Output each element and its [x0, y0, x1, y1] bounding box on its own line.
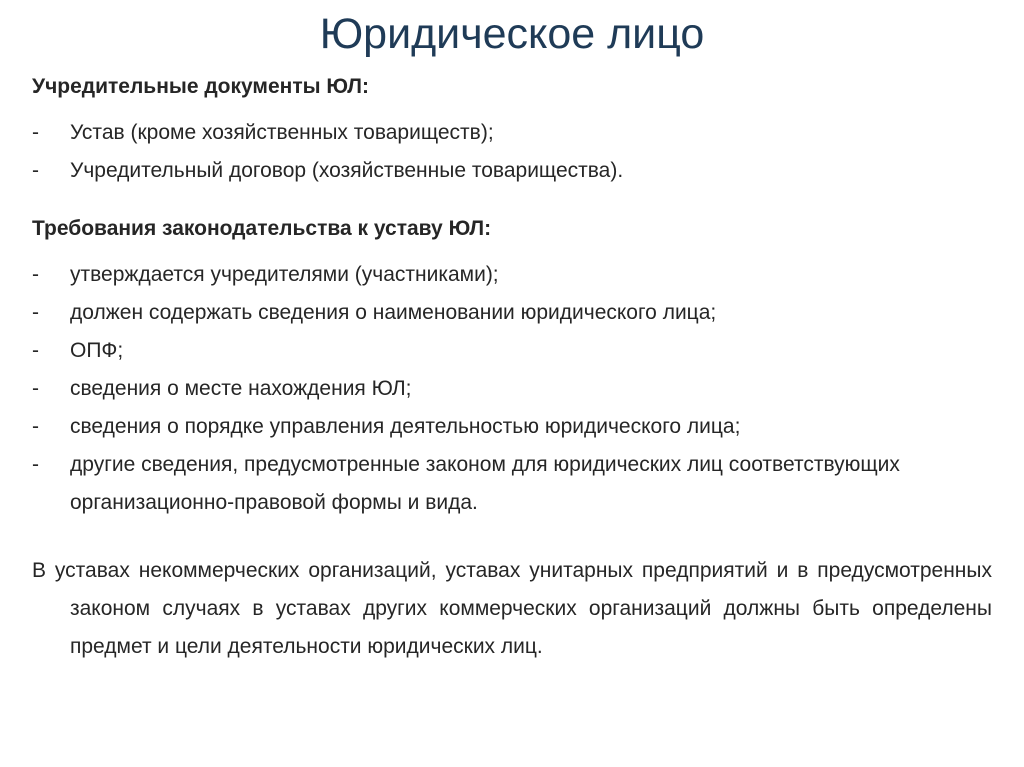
section-heading-founding-documents: Учредительные документы ЮЛ:	[32, 75, 369, 98]
bullet-dash: -	[32, 301, 39, 324]
list-item-text: ОПФ;	[70, 339, 124, 362]
bullet-dash: -	[32, 159, 39, 182]
slide-content	[32, 74, 992, 666]
bullet-dash: -	[32, 415, 39, 438]
list-item-text: должен содержать сведения о наименовании юридического лица;	[70, 301, 717, 324]
list-item	[32, 408, 992, 446]
list-item-text: Устав (кроме хозяйственных товариществ);	[70, 121, 494, 144]
bullet-dash: -	[32, 263, 39, 286]
bullet-dash: -	[32, 453, 39, 476]
list-item-text: сведения о порядке управления деятельностью юридического лица;	[70, 415, 741, 438]
bullet-dash: -	[32, 377, 39, 400]
list-item	[32, 332, 992, 370]
list-item	[32, 256, 992, 294]
list-item	[32, 446, 992, 522]
list-item	[32, 370, 992, 408]
list-item-text: другие сведения, предусмотренные законом для юридических лиц соответствующих организационно-правовой формы и вида.	[70, 453, 900, 514]
section-heading-charter-requirements: Требования законодательства к уставу ЮЛ:	[32, 217, 492, 240]
list-item-text: Учредительный договор (хозяйственные товарищества).	[70, 159, 624, 182]
list-item-text: утверждается учредителями (участниками);	[70, 263, 499, 286]
slide-title: Юридическое лицо	[319, 10, 705, 58]
charter-purpose-paragraph: В уставах некоммерческих организаций, уставах унитарных предприятий и в предусмотренных законом случаях в уставах других коммерческих организаций должны быть определены предмет и цели деятельности юридических лиц.	[32, 559, 992, 658]
list-item	[32, 114, 992, 152]
bullet-dash: -	[32, 339, 39, 362]
bullet-dash: -	[32, 121, 39, 144]
list-item-text: сведения о месте нахождения ЮЛ;	[70, 377, 412, 400]
list-item	[32, 152, 992, 190]
list-item	[32, 294, 992, 332]
